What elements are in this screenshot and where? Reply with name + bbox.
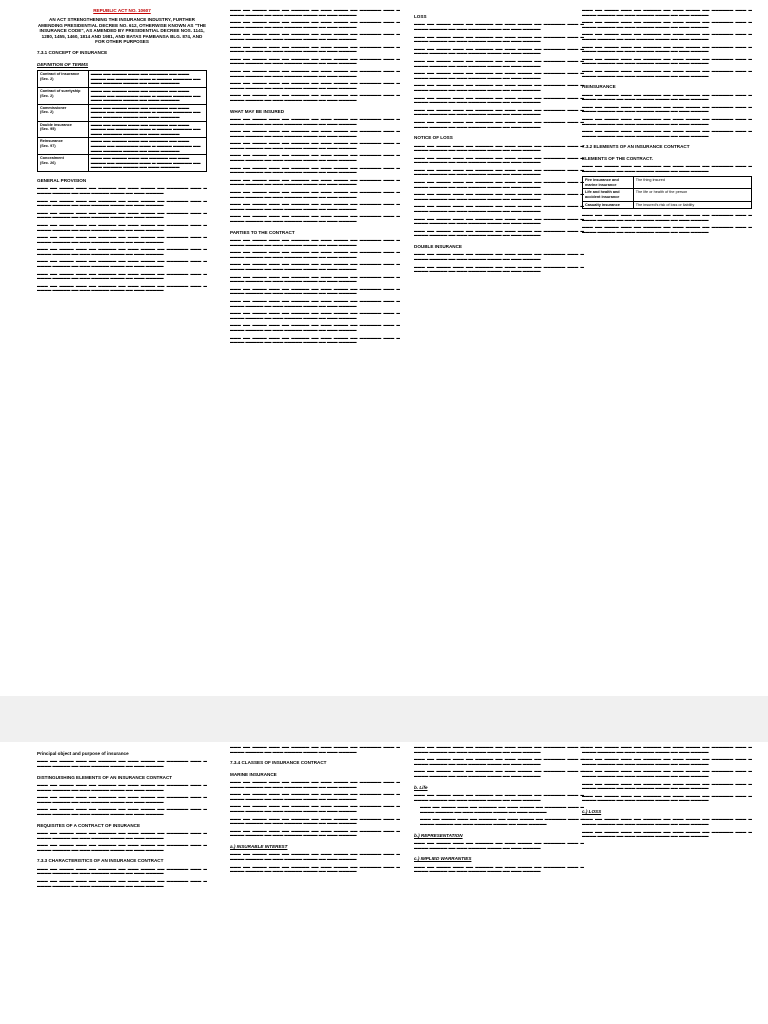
body-paragraph: ▬▬▬ ▬▬ ▬▬▬▬ ▬▬▬ ▬▬ ▬▬▬▬▬ ▬▬ ▬▬▬ ▬▬▬▬ ▬▬ ▬▬▬▬▬▬ ▬▬▬ ▬ ▬▬▬▬ ▬▬▬▬▬ ▬▬ ▬▬▬ ▬▬▬▬▬ ▬▬▬▬ ▬▬ ▬▬▬ ▬▬▬▬▬: [414, 252, 584, 261]
column-1: [37, 745, 207, 891]
notice-of-loss-heading: NOTICE OF LOSS: [414, 135, 453, 141]
body-paragraph: ▬▬▬ ▬▬ ▬▬▬▬ ▬▬▬ ▬▬ ▬▬▬▬▬ ▬▬ ▬▬▬ ▬▬▬▬ ▬▬ ▬▬▬▬▬▬ ▬▬▬ ▬ ▬▬▬▬ ▬▬▬▬▬ ▬▬ ▬▬▬ ▬▬▬▬▬ ▬▬▬▬ ▬▬ ▬▬▬ ▬▬▬▬▬: [414, 757, 584, 766]
table-row: [583, 201, 752, 209]
table-row: [38, 138, 207, 155]
body-paragraph: ▬▬▬ ▬▬ ▬▬▬▬ ▬▬▬ ▬▬ ▬▬▬▬▬ ▬▬ ▬▬▬ ▬▬▬▬ ▬▬ ▬▬▬▬▬▬ ▬▬▬ ▬ ▬▬▬▬ ▬▬▬▬▬ ▬▬ ▬▬▬ ▬▬▬▬▬ ▬▬▬▬ ▬▬ ▬▬▬ ▬▬▬▬▬: [582, 793, 752, 803]
body-paragraph: ▬▬▬ ▬▬ ▬▬▬▬ ▬▬▬ ▬▬ ▬▬▬▬▬ ▬▬ ▬▬▬ ▬▬▬▬ ▬▬ ▬▬▬▬▬▬ ▬▬▬ ▬ ▬▬▬▬ ▬▬▬▬▬ ▬▬ ▬▬▬ ▬▬▬▬▬ ▬▬▬▬ ▬▬ ▬▬▬ ▬▬▬▬▬: [230, 56, 400, 66]
body-paragraph: ▬▬▬ ▬▬ ▬▬▬▬ ▬▬▬ ▬▬ ▬▬▬▬▬ ▬▬ ▬▬▬ ▬▬▬▬ ▬▬ ▬▬▬▬▬▬ ▬▬▬ ▬ ▬▬▬▬ ▬▬▬▬▬ ▬▬ ▬▬▬ ▬▬▬▬▬ ▬▬▬▬ ▬▬ ▬▬▬ ▬▬▬▬▬: [37, 247, 207, 256]
body-paragraph: ▬▬▬ ▬▬ ▬▬▬▬ ▬▬▬ ▬▬ ▬▬▬▬▬ ▬▬ ▬▬▬ ▬▬▬▬ ▬▬ ▬▬▬▬▬▬ ▬▬▬ ▬ ▬▬▬▬ ▬▬▬▬▬ ▬▬ ▬▬▬ ▬▬▬▬▬ ▬▬▬▬ ▬▬ ▬▬▬ ▬▬▬▬▬: [582, 20, 752, 29]
body-paragraph: ▬▬▬ ▬▬ ▬▬▬▬ ▬▬▬ ▬▬ ▬▬▬▬▬ ▬▬ ▬▬▬ ▬▬▬▬ ▬▬ ▬▬▬▬▬▬ ▬▬▬ ▬ ▬▬▬▬ ▬▬▬▬▬ ▬▬ ▬▬▬ ▬▬▬▬▬ ▬▬▬▬ ▬▬ ▬▬▬ ▬▬▬▬▬: [230, 286, 400, 296]
bullet-item: ▬▬▬ ▬▬ ▬▬▬▬ ▬▬▬ ▬▬ ▬▬▬▬▬ ▬▬ ▬▬▬ ▬▬▬▬ ▬▬ ▬▬▬▬▬▬ ▬▬▬ ▬ ▬▬▬▬ ▬▬▬▬▬ ▬▬ ▬▬▬ ▬▬▬▬▬ ▬▬▬▬ ▬▬ ▬▬▬ ▬▬▬▬▬: [420, 817, 584, 826]
body-paragraph: ▬▬▬ ▬▬ ▬▬▬▬ ▬▬▬ ▬▬ ▬▬▬▬▬ ▬▬ ▬▬▬ ▬▬▬▬ ▬▬ ▬▬▬▬▬▬ ▬▬▬ ▬ ▬▬▬▬ ▬▬▬▬▬ ▬▬ ▬▬▬ ▬▬▬▬▬ ▬▬▬▬ ▬▬ ▬▬▬ ▬▬▬▬▬: [230, 274, 400, 284]
definitions-table: [37, 70, 207, 172]
body-paragraph: ▬▬▬ ▬▬ ▬▬▬▬ ▬▬▬ ▬▬ ▬▬▬▬▬ ▬▬ ▬▬▬ ▬▬▬▬ ▬▬ ▬▬▬▬▬▬ ▬▬▬ ▬ ▬▬▬▬ ▬▬▬▬▬ ▬▬ ▬▬▬ ▬▬▬▬▬ ▬▬▬▬ ▬▬ ▬▬▬ ▬▬▬▬▬: [414, 34, 584, 44]
body-paragraph: ▬▬▬ ▬▬ ▬▬▬▬ ▬▬▬ ▬▬ ▬▬▬▬▬ ▬▬ ▬▬▬ ▬▬▬▬ ▬▬ ▬▬▬▬▬▬ ▬▬▬ ▬ ▬▬▬▬ ▬▬▬▬▬ ▬▬ ▬▬▬ ▬▬▬▬▬ ▬▬▬▬ ▬▬ ▬▬▬ ▬▬▬▬▬: [414, 119, 584, 129]
term-cell: Contract of insurance (Sec. 2): [38, 71, 89, 88]
body-paragraph: ▬▬▬ ▬▬ ▬▬▬▬ ▬▬▬ ▬▬ ▬▬▬▬▬ ▬▬ ▬▬▬ ▬▬▬▬ ▬▬ ▬▬▬▬▬▬ ▬▬▬ ▬ ▬▬▬▬ ▬▬▬▬▬ ▬▬ ▬▬▬ ▬▬▬▬▬ ▬▬▬▬ ▬▬ ▬▬▬ ▬▬▬▬▬: [230, 165, 400, 175]
body-paragraph: ▬▬▬ ▬▬ ▬▬▬▬ ▬▬▬ ▬▬ ▬▬▬▬▬ ▬▬ ▬▬▬ ▬▬▬▬ ▬▬ ▬▬▬▬▬▬ ▬▬▬ ▬ ▬▬▬▬ ▬▬▬▬▬ ▬▬ ▬▬▬ ▬▬▬▬▬ ▬▬▬▬ ▬▬ ▬▬▬ ▬▬▬▬▬: [582, 8, 752, 17]
body-paragraph: ▬▬▬ ▬▬ ▬▬▬▬ ▬▬▬ ▬▬ ▬▬▬▬▬ ▬▬ ▬▬▬ ▬▬▬▬ ▬▬ ▬▬▬▬▬▬ ▬▬▬ ▬ ▬▬▬▬ ▬▬▬▬▬ ▬▬ ▬▬▬ ▬▬▬▬▬ ▬▬▬▬ ▬▬ ▬▬▬ ▬▬▬▬▬: [37, 283, 207, 293]
elements-heading: 7.3.2 ELEMENTS OF AN INSURANCE CONTRACT: [582, 144, 690, 150]
body-paragraph: ▬▬▬ ▬▬ ▬▬▬▬ ▬▬▬ ▬▬ ▬▬▬▬▬ ▬▬ ▬▬▬ ▬▬▬▬ ▬▬ ▬▬▬▬▬▬ ▬▬▬ ▬ ▬▬▬▬ ▬▬▬▬▬ ▬▬ ▬▬▬ ▬▬▬▬▬ ▬▬▬▬ ▬▬ ▬▬▬ ▬▬▬▬▬: [582, 781, 752, 791]
body-paragraph: ▬▬▬ ▬▬ ▬▬▬▬ ▬▬▬ ▬▬ ▬▬▬▬▬ ▬▬ ▬▬▬ ▬▬▬▬ ▬▬ ▬▬▬▬▬▬ ▬▬▬ ▬ ▬▬▬▬ ▬▬▬▬▬ ▬▬ ▬▬▬ ▬▬▬▬▬ ▬▬▬▬ ▬▬ ▬▬▬ ▬▬▬▬▬: [414, 107, 584, 117]
body-paragraph: ▬▬▬ ▬▬ ▬▬▬▬ ▬▬▬ ▬▬ ▬▬▬▬▬ ▬▬ ▬▬▬ ▬▬▬▬ ▬▬ ▬▬▬▬▬▬ ▬▬▬ ▬ ▬▬▬▬ ▬▬▬▬▬ ▬▬ ▬▬▬ ▬▬▬▬▬ ▬▬▬▬ ▬▬ ▬▬▬ ▬▬▬▬▬: [230, 864, 400, 874]
insurable-interest-heading: a.) INSURABLE INTEREST: [230, 843, 288, 849]
body-paragraph: ▬▬▬ ▬▬ ▬▬▬▬ ▬▬▬ ▬▬ ▬▬▬▬▬ ▬▬ ▬▬▬ ▬▬▬▬ ▬▬ ▬▬▬▬▬▬ ▬▬▬ ▬ ▬▬▬▬ ▬▬▬▬▬ ▬▬ ▬▬▬ ▬▬▬▬▬ ▬▬▬▬ ▬▬ ▬▬▬ ▬▬▬▬▬: [582, 829, 752, 839]
body-paragraph: ▬▬▬ ▬▬ ▬▬▬▬ ▬▬▬ ▬▬ ▬▬▬▬▬ ▬▬ ▬▬▬ ▬▬▬▬ ▬▬ ▬▬▬▬▬▬ ▬▬▬ ▬ ▬▬▬▬ ▬▬▬▬▬ ▬▬ ▬▬▬ ▬▬▬▬▬ ▬▬▬▬ ▬▬ ▬▬▬ ▬▬▬▬▬: [230, 32, 400, 41]
body-paragraph: ▬▬▬ ▬▬ ▬▬▬▬ ▬▬▬ ▬▬ ▬▬▬▬▬ ▬▬ ▬▬▬ ▬▬▬▬ ▬▬ ▬▬▬▬▬▬ ▬▬▬ ▬ ▬▬▬▬ ▬▬▬▬▬ ▬▬ ▬▬▬ ▬▬▬▬▬ ▬▬▬▬ ▬▬ ▬▬▬ ▬▬▬▬▬: [230, 20, 400, 29]
body-paragraph: ▬▬▬ ▬▬ ▬▬▬▬ ▬▬▬ ▬▬ ▬▬▬▬▬ ▬▬ ▬▬▬ ▬▬▬▬ ▬▬ ▬▬▬▬▬▬ ▬▬▬ ▬ ▬▬▬▬ ▬▬▬▬▬ ▬▬ ▬▬▬ ▬▬▬▬▬ ▬▬▬▬ ▬▬ ▬▬▬ ▬▬▬▬▬: [37, 843, 207, 852]
term-cell: Contract of suretyship (Sec. 2): [38, 88, 89, 105]
column-2: [230, 8, 400, 348]
term-cell: Reinsurance (Sec. 97): [38, 138, 89, 155]
page-separator: [0, 696, 768, 742]
body-paragraph: ▬▬▬ ▬▬ ▬▬▬▬ ▬▬▬ ▬▬ ▬▬▬▬▬ ▬▬ ▬▬▬ ▬▬▬▬ ▬▬ ▬▬▬▬▬▬ ▬▬▬ ▬ ▬▬▬▬ ▬▬▬▬▬ ▬▬ ▬▬▬ ▬▬▬▬▬ ▬▬▬▬ ▬▬ ▬▬▬ ▬▬▬▬▬: [582, 44, 752, 54]
representation-heading: b.) REPRESENTATION: [414, 832, 463, 838]
double-insurance-heading: DOUBLE INSURANCE: [414, 244, 462, 249]
table-row: [38, 71, 207, 88]
body-paragraph: ▬▬▬ ▬▬ ▬▬▬▬ ▬▬▬ ▬▬ ▬▬▬▬▬ ▬▬ ▬▬▬ ▬▬▬▬ ▬▬ ▬▬▬▬▬▬ ▬▬▬ ▬ ▬▬▬▬ ▬▬▬▬▬ ▬▬ ▬▬▬ ▬▬▬▬▬ ▬▬▬▬ ▬▬ ▬▬▬ ▬▬▬▬▬: [230, 81, 400, 90]
body-paragraph: ▬▬▬ ▬▬ ▬▬▬▬ ▬▬▬ ▬▬ ▬▬▬▬▬ ▬▬ ▬▬▬ ▬▬▬▬ ▬▬ ▬▬▬▬▬▬ ▬▬▬ ▬ ▬▬▬▬ ▬▬▬▬▬ ▬▬ ▬▬▬ ▬▬▬▬▬ ▬▬▬▬ ▬▬ ▬▬▬ ▬▬▬▬▬: [230, 93, 400, 102]
subject-matter-cell: The life or health of the person: [633, 189, 751, 201]
act-title: AN ACT STRENGTHENING THE INSURANCE INDUSTRY, FURTHER AMENDING PRESIDENTIAL DECREE NO. 612, OTHERWISE KNOWN AS "THE INSURANCE CODE", AS AMENDED BY PRESIDENTIAL DECREE NOS. 1141, 1280, 1455, 1460, 1814 AND 1981, AND BATAS PAMBANSA BLG. 874, AND FOR OTHER PURPOSES: [37, 17, 207, 45]
definition-cell: ▬▬▬ ▬▬ ▬▬▬▬ ▬▬▬ ▬▬ ▬▬▬▬▬ ▬▬ ▬▬▬ ▬▬▬▬ ▬▬ ▬▬▬▬▬▬ ▬▬▬ ▬ ▬▬▬▬ ▬▬▬▬▬ ▬▬ ▬▬▬ ▬▬▬▬▬ ▬▬▬▬ ▬▬ ▬▬▬ ▬▬▬▬▬: [88, 138, 206, 155]
body-paragraph: ▬▬▬ ▬▬ ▬▬▬▬ ▬▬▬ ▬▬ ▬▬▬▬▬ ▬▬ ▬▬▬ ▬▬▬▬ ▬▬ ▬▬▬▬▬▬ ▬▬▬ ▬ ▬▬▬▬ ▬▬▬▬▬ ▬▬ ▬▬▬ ▬▬▬▬▬ ▬▬▬▬ ▬▬ ▬▬▬ ▬▬▬▬▬: [230, 745, 400, 754]
insurance-type-cell: Fire insurance and marine insurance: [583, 177, 634, 189]
body-paragraph: ▬▬▬ ▬▬ ▬▬▬▬ ▬▬▬ ▬▬ ▬▬▬▬▬ ▬▬ ▬▬▬ ▬▬▬▬ ▬▬ ▬▬▬▬▬▬ ▬▬▬ ▬ ▬▬▬▬ ▬▬▬▬▬ ▬▬ ▬▬▬ ▬▬▬▬▬ ▬▬▬▬ ▬▬ ▬▬▬ ▬▬▬▬▬: [230, 238, 400, 247]
body-paragraph: ▬▬▬ ▬▬ ▬▬▬▬ ▬▬▬ ▬▬ ▬▬▬▬▬ ▬▬ ▬▬▬ ▬▬▬▬ ▬▬ ▬▬▬▬▬▬ ▬▬▬ ▬ ▬▬▬▬ ▬▬▬▬▬ ▬▬ ▬▬▬ ▬▬▬▬▬ ▬▬▬▬ ▬▬ ▬▬▬ ▬▬▬▬▬: [582, 757, 752, 766]
body-paragraph: ▬▬▬ ▬▬ ▬▬▬▬ ▬▬▬ ▬▬ ▬▬▬▬▬ ▬▬ ▬▬▬ ▬▬▬▬ ▬▬ ▬▬▬▬▬▬ ▬▬▬ ▬ ▬▬▬▬ ▬▬▬▬▬ ▬▬ ▬▬▬ ▬▬▬▬▬ ▬▬▬▬ ▬▬ ▬▬▬ ▬▬▬▬▬: [582, 116, 752, 126]
body-paragraph: ▬▬▬ ▬▬ ▬▬▬▬ ▬▬▬ ▬▬ ▬▬▬▬▬ ▬▬ ▬▬▬ ▬▬▬▬ ▬▬ ▬▬▬▬▬▬ ▬▬▬ ▬ ▬▬▬▬ ▬▬▬▬▬ ▬▬ ▬▬▬ ▬▬▬▬▬ ▬▬▬▬ ▬▬ ▬▬▬ ▬▬▬▬▬: [230, 816, 400, 826]
body-paragraph: ▬▬▬ ▬▬ ▬▬▬▬ ▬▬▬ ▬▬ ▬▬▬▬▬ ▬▬ ▬▬▬ ▬▬▬▬ ▬▬ ▬▬▬▬▬▬ ▬▬▬ ▬ ▬▬▬▬ ▬▬▬▬▬ ▬▬ ▬▬▬ ▬▬▬▬▬ ▬▬▬▬ ▬▬ ▬▬▬ ▬▬▬▬▬: [37, 210, 207, 220]
table-row: [583, 189, 752, 201]
principal-object-heading: Principal object and purpose of insurance: [37, 751, 129, 756]
column-3: [414, 745, 584, 877]
body-paragraph: ▬▬▬ ▬▬ ▬▬▬▬ ▬▬▬ ▬▬ ▬▬▬▬▬ ▬▬ ▬▬▬ ▬▬▬▬ ▬▬ ▬▬▬▬▬▬ ▬▬▬ ▬ ▬▬▬▬ ▬▬▬▬▬ ▬▬ ▬▬▬ ▬▬▬▬▬ ▬▬▬▬ ▬▬ ▬▬▬ ▬▬▬▬▬: [37, 222, 207, 232]
column-4: [582, 745, 752, 842]
body-paragraph: ▬▬▬ ▬▬ ▬▬▬▬ ▬▬▬ ▬▬ ▬▬▬▬▬ ▬▬ ▬▬▬ ▬▬▬▬ ▬▬ ▬▬▬▬▬▬ ▬▬▬ ▬ ▬▬▬▬ ▬▬▬▬▬ ▬▬ ▬▬▬ ▬▬▬▬▬ ▬▬▬▬ ▬▬ ▬▬▬ ▬▬▬▬▬: [230, 262, 400, 271]
body-paragraph: ▬▬▬ ▬▬ ▬▬▬▬ ▬▬▬ ▬▬ ▬▬▬▬▬ ▬▬ ▬▬▬ ▬▬▬▬ ▬▬ ▬▬▬▬▬▬ ▬▬▬ ▬ ▬▬▬▬ ▬▬▬▬▬ ▬▬ ▬▬▬ ▬▬▬▬▬ ▬▬▬▬ ▬▬ ▬▬▬ ▬▬▬▬▬: [230, 68, 400, 78]
body-paragraph: ▬▬▬ ▬▬ ▬▬▬▬ ▬▬▬ ▬▬ ▬▬▬▬▬ ▬▬ ▬▬▬ ▬▬▬▬ ▬▬ ▬▬▬▬▬▬ ▬▬▬ ▬ ▬▬▬▬ ▬▬▬▬▬ ▬▬ ▬▬▬ ▬▬▬▬▬ ▬▬▬▬ ▬▬ ▬▬▬ ▬▬▬▬▬: [37, 866, 207, 876]
body-paragraph: ▬▬▬ ▬▬ ▬▬▬▬ ▬▬▬ ▬▬ ▬▬▬▬▬ ▬▬ ▬▬▬ ▬▬▬▬ ▬▬ ▬▬▬▬▬▬ ▬▬▬ ▬ ▬▬▬▬ ▬▬▬▬▬ ▬▬ ▬▬▬ ▬▬▬▬▬ ▬▬▬▬ ▬▬ ▬▬▬ ▬▬▬▬▬: [414, 840, 584, 850]
body-paragraph: ▬▬▬ ▬▬ ▬▬▬▬ ▬▬▬ ▬▬ ▬▬▬▬▬ ▬▬ ▬▬▬ ▬▬▬▬ ▬▬ ▬▬▬▬▬▬ ▬▬▬ ▬ ▬▬▬▬ ▬▬▬▬▬ ▬▬ ▬▬▬ ▬▬▬▬▬ ▬▬▬▬ ▬▬ ▬▬▬ ▬▬▬▬▬: [37, 271, 207, 281]
body-paragraph: ▬▬▬ ▬▬ ▬▬▬▬ ▬▬▬ ▬▬ ▬▬▬▬▬ ▬▬ ▬▬▬ ▬▬▬▬ ▬▬ ▬▬▬▬▬▬ ▬▬▬ ▬ ▬▬▬▬ ▬▬▬▬▬ ▬▬ ▬▬▬ ▬▬▬▬▬ ▬▬▬▬ ▬▬ ▬▬▬ ▬▬▬▬▬: [37, 783, 207, 792]
elements-of-contract-heading: ELEMENTS OF THE CONTRACT.: [582, 155, 653, 161]
document-page-2: [0, 742, 768, 1024]
table-row: [38, 104, 207, 121]
term-cell: Concealment (Sec. 26): [38, 155, 89, 172]
body-paragraph: ▬▬▬ ▬▬ ▬▬▬▬ ▬▬▬ ▬▬ ▬▬▬▬▬ ▬▬ ▬▬▬ ▬▬▬▬ ▬▬ ▬▬▬▬▬▬ ▬▬▬ ▬ ▬▬▬▬ ▬▬▬▬▬ ▬▬ ▬▬▬ ▬▬▬▬▬ ▬▬▬▬ ▬▬ ▬▬▬ ▬▬▬▬▬: [582, 32, 752, 41]
body-paragraph: ▬▬▬ ▬▬ ▬▬▬▬ ▬▬▬ ▬▬ ▬▬▬▬▬ ▬▬ ▬▬▬ ▬▬▬▬ ▬▬ ▬▬▬▬▬▬ ▬▬▬ ▬ ▬▬▬▬ ▬▬▬▬▬ ▬▬ ▬▬▬ ▬▬▬▬▬ ▬▬▬▬ ▬▬ ▬▬▬ ▬▬▬▬▬: [582, 745, 752, 754]
body-paragraph: ▬▬▬ ▬▬ ▬▬▬▬ ▬▬▬ ▬▬ ▬▬▬▬▬ ▬▬ ▬▬▬ ▬▬▬▬ ▬▬ ▬▬▬▬▬▬ ▬▬▬ ▬ ▬▬▬▬ ▬▬▬▬▬ ▬▬ ▬▬▬ ▬▬▬▬▬ ▬▬▬▬ ▬▬ ▬▬▬ ▬▬▬▬▬: [230, 129, 400, 138]
body-paragraph: ▬▬▬ ▬▬ ▬▬▬▬ ▬▬▬ ▬▬ ▬▬▬▬▬ ▬▬ ▬▬▬ ▬▬▬▬ ▬▬ ▬▬▬▬▬▬ ▬▬▬ ▬ ▬▬▬▬ ▬▬▬▬▬ ▬▬ ▬▬▬ ▬▬▬▬▬ ▬▬▬▬ ▬▬ ▬▬▬ ▬▬▬▬▬: [414, 95, 584, 105]
body-paragraph: ▬▬▬ ▬▬ ▬▬▬▬ ▬▬▬ ▬▬ ▬▬▬▬▬ ▬▬ ▬▬▬ ▬▬▬▬ ▬▬ ▬▬▬▬▬▬ ▬▬▬ ▬ ▬▬▬▬ ▬▬▬▬▬ ▬▬ ▬▬▬ ▬▬▬▬▬ ▬▬▬▬ ▬▬ ▬▬▬ ▬▬▬▬▬: [414, 769, 584, 778]
body-paragraph: ▬▬▬ ▬▬ ▬▬▬▬ ▬▬▬ ▬▬ ▬▬▬▬▬ ▬▬ ▬▬▬ ▬▬▬▬ ▬▬ ▬▬▬▬▬▬ ▬▬▬ ▬ ▬▬▬▬ ▬▬▬▬▬ ▬▬ ▬▬▬ ▬▬▬▬▬ ▬▬▬▬ ▬▬ ▬▬▬ ▬▬▬▬▬: [582, 129, 752, 138]
body-paragraph: ▬▬▬ ▬▬ ▬▬▬▬ ▬▬▬ ▬▬ ▬▬▬▬▬ ▬▬ ▬▬▬ ▬▬▬▬ ▬▬ ▬▬▬▬▬▬ ▬▬▬ ▬ ▬▬▬▬ ▬▬▬▬▬ ▬▬ ▬▬▬ ▬▬▬▬▬ ▬▬▬▬ ▬▬ ▬▬▬ ▬▬▬▬▬: [230, 780, 400, 789]
body-paragraph: ▬▬▬ ▬▬ ▬▬▬▬ ▬▬▬ ▬▬ ▬▬▬▬▬ ▬▬ ▬▬▬ ▬▬▬▬ ▬▬ ▬▬▬▬▬▬ ▬▬▬ ▬ ▬▬▬▬ ▬▬▬▬▬ ▬▬ ▬▬▬ ▬▬▬▬▬ ▬▬▬▬ ▬▬ ▬▬▬ ▬▬▬▬▬: [414, 745, 584, 754]
parties-to-contract-heading: PARTIES TO THE CONTRACT: [230, 229, 295, 235]
characteristics-heading: 7.3.3 CHARACTERISTICS OF AN INSURANCE CONTRACT: [37, 858, 164, 864]
body-paragraph: ▬▬▬ ▬▬ ▬▬▬▬ ▬▬▬ ▬▬ ▬▬▬▬▬ ▬▬ ▬▬▬ ▬▬▬▬ ▬▬ ▬▬▬▬▬▬ ▬▬▬ ▬ ▬▬▬▬ ▬▬▬▬▬ ▬▬ ▬▬▬ ▬▬▬▬▬ ▬▬▬▬ ▬▬ ▬▬▬ ▬▬▬▬▬: [230, 335, 400, 345]
body-paragraph: ▬▬▬ ▬▬ ▬▬▬▬ ▬▬▬ ▬▬ ▬▬▬▬▬ ▬▬ ▬▬▬ ▬▬▬▬ ▬▬ ▬▬▬▬▬▬ ▬▬▬ ▬ ▬▬▬▬ ▬▬▬▬▬ ▬▬ ▬▬▬ ▬▬▬▬▬ ▬▬▬▬ ▬▬ ▬▬▬ ▬▬▬▬▬: [230, 311, 400, 320]
body-paragraph: ▬▬▬ ▬▬ ▬▬▬▬ ▬▬▬ ▬▬ ▬▬▬▬▬ ▬▬ ▬▬▬ ▬▬▬▬ ▬▬ ▬▬▬▬▬▬ ▬▬▬ ▬ ▬▬▬▬ ▬▬▬▬▬ ▬▬ ▬▬▬ ▬▬▬▬▬ ▬▬▬▬ ▬▬ ▬▬▬ ▬▬▬▬▬: [414, 155, 584, 165]
table-row: [583, 177, 752, 189]
column-3: [414, 8, 584, 277]
body-paragraph: ▬▬▬ ▬▬ ▬▬▬▬ ▬▬▬ ▬▬ ▬▬▬▬▬ ▬▬ ▬▬▬ ▬▬▬▬ ▬▬ ▬▬▬▬▬▬ ▬▬▬ ▬ ▬▬▬▬ ▬▬▬▬▬ ▬▬ ▬▬▬ ▬▬▬▬▬ ▬▬▬▬ ▬▬ ▬▬▬ ▬▬▬▬▬: [414, 143, 584, 153]
table-row: [38, 155, 207, 172]
body-paragraph: ▬▬▬ ▬▬ ▬▬▬▬ ▬▬▬ ▬▬ ▬▬▬▬▬ ▬▬ ▬▬▬ ▬▬▬▬ ▬▬ ▬▬▬▬▬▬ ▬▬▬ ▬ ▬▬▬▬ ▬▬▬▬▬ ▬▬ ▬▬▬ ▬▬▬▬▬ ▬▬▬▬ ▬▬ ▬▬▬ ▬▬▬▬▬: [414, 71, 584, 80]
body-paragraph: ▬▬▬ ▬▬ ▬▬▬▬ ▬▬▬ ▬▬ ▬▬▬▬▬ ▬▬ ▬▬▬ ▬▬▬▬ ▬▬ ▬▬▬▬▬▬ ▬▬▬ ▬ ▬▬▬▬ ▬▬▬▬▬ ▬▬ ▬▬▬ ▬▬▬▬▬ ▬▬▬▬ ▬▬ ▬▬▬ ▬▬▬▬▬: [37, 186, 207, 195]
body-paragraph: ▬▬▬ ▬▬ ▬▬▬▬ ▬▬▬ ▬▬ ▬▬▬▬▬ ▬▬ ▬▬▬ ▬▬▬▬ ▬▬ ▬▬▬▬▬▬ ▬▬▬ ▬ ▬▬▬▬ ▬▬▬▬▬ ▬▬ ▬▬▬ ▬▬▬▬▬ ▬▬▬▬ ▬▬ ▬▬▬ ▬▬▬▬▬: [414, 58, 584, 68]
body-paragraph: ▬▬▬ ▬▬ ▬▬▬▬ ▬▬▬ ▬▬ ▬▬▬▬▬ ▬▬ ▬▬▬ ▬▬▬▬ ▬▬ ▬▬▬▬▬▬ ▬▬▬ ▬ ▬▬▬▬ ▬▬▬▬▬ ▬▬ ▬▬▬ ▬▬▬▬▬ ▬▬▬▬ ▬▬ ▬▬▬ ▬▬▬▬▬: [230, 792, 400, 801]
body-paragraph: ▬▬▬ ▬▬ ▬▬▬▬ ▬▬▬ ▬▬ ▬▬▬▬▬ ▬▬ ▬▬▬ ▬▬▬▬ ▬▬ ▬▬▬▬▬▬ ▬▬▬ ▬ ▬▬▬▬ ▬▬▬▬▬ ▬▬ ▬▬▬ ▬▬▬▬▬ ▬▬▬▬ ▬▬ ▬▬▬ ▬▬▬▬▬: [414, 22, 584, 31]
body-paragraph: ▬▬▬ ▬▬ ▬▬▬▬ ▬▬▬ ▬▬ ▬▬▬▬▬ ▬▬ ▬▬▬ ▬▬▬▬ ▬▬ ▬▬▬▬▬▬ ▬▬▬ ▬ ▬▬▬▬ ▬▬▬▬▬ ▬▬ ▬▬▬ ▬▬▬▬▬ ▬▬▬▬ ▬▬ ▬▬▬ ▬▬▬▬▬: [414, 192, 584, 201]
body-paragraph: ▬▬▬ ▬▬ ▬▬▬▬ ▬▬▬ ▬▬ ▬▬▬▬▬ ▬▬ ▬▬▬ ▬▬▬▬ ▬▬ ▬▬▬▬▬▬ ▬▬▬ ▬ ▬▬▬▬ ▬▬▬▬▬ ▬▬ ▬▬▬ ▬▬▬▬▬ ▬▬▬▬ ▬▬ ▬▬▬ ▬▬▬▬▬: [414, 83, 584, 92]
column-4: [582, 8, 752, 238]
subject-matter-cell: The insured's risk of loss or liability: [633, 201, 751, 209]
definition-cell: ▬▬▬ ▬▬ ▬▬▬▬ ▬▬▬ ▬▬ ▬▬▬▬▬ ▬▬ ▬▬▬ ▬▬▬▬ ▬▬ ▬▬▬▬▬▬ ▬▬▬ ▬ ▬▬▬▬ ▬▬▬▬▬ ▬▬ ▬▬▬ ▬▬▬▬▬ ▬▬▬▬ ▬▬ ▬▬▬ ▬▬▬▬▬: [88, 88, 206, 105]
body-paragraph: ▬▬▬ ▬▬ ▬▬▬▬ ▬▬▬ ▬▬ ▬▬▬▬▬ ▬▬ ▬▬▬ ▬▬▬▬ ▬▬ ▬▬▬▬▬▬ ▬▬▬ ▬ ▬▬▬▬ ▬▬▬▬▬ ▬▬ ▬▬▬ ▬▬▬▬▬ ▬▬▬▬ ▬▬ ▬▬▬ ▬▬▬▬▬: [230, 852, 400, 861]
body-paragraph: ▬▬▬ ▬▬ ▬▬▬▬ ▬▬▬ ▬▬ ▬▬▬▬▬ ▬▬ ▬▬▬ ▬▬▬▬ ▬▬ ▬▬▬▬▬▬ ▬▬▬ ▬ ▬▬▬▬ ▬▬▬▬▬ ▬▬ ▬▬▬ ▬▬▬▬▬ ▬▬▬▬ ▬▬ ▬▬▬ ▬▬▬▬▬: [414, 167, 584, 177]
body-paragraph: ▬▬▬ ▬▬ ▬▬▬▬ ▬▬▬ ▬▬ ▬▬▬▬▬ ▬▬ ▬▬▬ ▬▬▬▬ ▬▬ ▬▬▬▬▬▬ ▬▬▬ ▬ ▬▬▬▬ ▬▬▬▬▬ ▬▬ ▬▬▬ ▬▬▬▬▬ ▬▬▬▬ ▬▬ ▬▬▬ ▬▬▬▬▬: [230, 153, 400, 163]
body-paragraph: ▬▬▬ ▬▬ ▬▬▬▬ ▬▬▬ ▬▬ ▬▬▬▬▬ ▬▬ ▬▬▬ ▬▬▬▬ ▬▬ ▬▬▬▬▬▬ ▬▬▬ ▬ ▬▬▬▬ ▬▬▬▬▬ ▬▬ ▬▬▬ ▬▬▬▬▬ ▬▬▬▬ ▬▬ ▬▬▬ ▬▬▬▬▬: [582, 68, 752, 78]
term-cell: Commissioner (Sec. 2): [38, 104, 89, 121]
insurance-type-cell: Life and health and accident insurance: [583, 189, 634, 201]
definitions-heading: DEFINITION OF TERMS: [37, 61, 89, 67]
body-paragraph: ▬▬▬ ▬▬ ▬▬▬▬ ▬▬▬ ▬▬ ▬▬▬▬▬ ▬▬ ▬▬▬ ▬▬▬▬ ▬▬ ▬▬▬▬▬▬ ▬▬▬ ▬ ▬▬▬▬ ▬▬▬▬▬ ▬▬ ▬▬▬ ▬▬▬▬▬ ▬▬▬▬ ▬▬ ▬▬▬ ▬▬▬▬▬: [414, 46, 584, 56]
body-paragraph: ▬▬▬ ▬▬ ▬▬▬▬ ▬▬▬ ▬▬ ▬▬▬▬▬ ▬▬ ▬▬▬ ▬▬▬▬ ▬▬ ▬▬▬▬▬▬ ▬▬▬ ▬ ▬▬▬▬ ▬▬▬▬▬ ▬▬ ▬▬▬ ▬▬▬▬▬ ▬▬▬▬ ▬▬ ▬▬▬ ▬▬▬▬▬: [582, 213, 752, 222]
body-paragraph: ▬▬▬ ▬▬ ▬▬▬▬ ▬▬▬ ▬▬ ▬▬▬▬▬ ▬▬ ▬▬▬ ▬▬▬▬ ▬▬ ▬▬▬▬▬▬ ▬▬▬ ▬ ▬▬▬▬ ▬▬▬▬▬ ▬▬ ▬▬▬ ▬▬▬▬▬ ▬▬▬▬ ▬▬ ▬▬▬ ▬▬▬▬▬: [230, 116, 400, 126]
body-paragraph: ▬▬▬ ▬▬ ▬▬▬▬ ▬▬▬ ▬▬ ▬▬▬▬▬ ▬▬ ▬▬▬ ▬▬▬▬ ▬▬ ▬▬▬▬▬▬ ▬▬▬ ▬ ▬▬▬▬ ▬▬▬▬▬ ▬▬ ▬▬▬ ▬▬▬▬▬ ▬▬▬▬ ▬▬ ▬▬▬ ▬▬▬▬▬: [582, 225, 752, 235]
body-paragraph: ▬▬▬ ▬▬ ▬▬▬▬ ▬▬▬ ▬▬ ▬▬▬▬▬ ▬▬ ▬▬▬ ▬▬▬▬ ▬▬ ▬▬▬▬▬▬ ▬▬▬ ▬ ▬▬▬▬ ▬▬▬▬▬ ▬▬ ▬▬▬ ▬▬▬▬▬ ▬▬▬▬ ▬▬ ▬▬▬ ▬▬▬▬▬: [582, 817, 752, 826]
body-paragraph: ▬▬▬ ▬▬ ▬▬▬▬ ▬▬▬ ▬▬ ▬▬▬▬▬ ▬▬ ▬▬▬ ▬▬▬▬ ▬▬ ▬▬▬▬▬▬ ▬▬▬ ▬ ▬▬▬▬ ▬▬▬▬▬ ▬▬ ▬▬▬ ▬▬▬▬▬ ▬▬▬▬ ▬▬ ▬▬▬ ▬▬▬▬▬: [37, 807, 207, 816]
distinguishing-elements-heading: DISTINGUISHING ELEMENTS OF AN INSURANCE CONTRACT: [37, 774, 173, 780]
body-paragraph: ▬▬▬ ▬▬ ▬▬▬▬ ▬▬▬ ▬▬ ▬▬▬▬▬ ▬▬ ▬▬▬ ▬▬▬▬ ▬▬ ▬▬▬▬▬▬ ▬▬▬ ▬ ▬▬▬▬ ▬▬▬▬▬ ▬▬ ▬▬▬ ▬▬▬▬▬ ▬▬▬▬ ▬▬ ▬▬▬ ▬▬▬▬▬: [37, 830, 207, 840]
loss-heading: LOSS: [414, 14, 427, 19]
what-may-be-insured-heading: WHAT MAY BE INSURED: [230, 108, 285, 114]
body-paragraph: ▬▬▬ ▬▬ ▬▬▬▬ ▬▬▬ ▬▬ ▬▬▬▬▬ ▬▬ ▬▬▬ ▬▬▬▬ ▬▬ ▬▬▬▬▬▬ ▬▬▬ ▬ ▬▬▬▬ ▬▬▬▬▬ ▬▬ ▬▬▬ ▬▬▬▬▬ ▬▬▬▬ ▬▬ ▬▬▬ ▬▬▬▬▬: [37, 759, 207, 768]
bullet-item: ▬▬▬ ▬▬ ▬▬▬▬ ▬▬▬ ▬▬ ▬▬▬▬▬ ▬▬ ▬▬▬ ▬▬▬▬ ▬▬ ▬▬▬▬▬▬ ▬▬▬ ▬ ▬▬▬▬ ▬▬▬▬▬ ▬▬ ▬▬▬ ▬▬▬▬▬ ▬▬▬▬ ▬▬ ▬▬▬ ▬▬▬▬▬: [420, 805, 584, 814]
body-paragraph: ▬▬▬ ▬▬ ▬▬▬▬ ▬▬▬ ▬▬ ▬▬▬▬▬ ▬▬ ▬▬▬ ▬▬▬▬ ▬▬ ▬▬▬▬▬▬ ▬▬▬ ▬ ▬▬▬▬ ▬▬▬▬▬ ▬▬ ▬▬▬ ▬▬▬▬▬ ▬▬▬▬ ▬▬ ▬▬▬ ▬▬▬▬▬: [230, 8, 400, 17]
column-2: [230, 745, 400, 877]
body-paragraph: ▬▬▬ ▬▬ ▬▬▬▬ ▬▬▬ ▬▬ ▬▬▬▬▬ ▬▬ ▬▬▬ ▬▬▬▬ ▬▬ ▬▬▬▬▬▬ ▬▬▬ ▬ ▬▬▬▬ ▬▬▬▬▬ ▬▬ ▬▬▬ ▬▬▬▬▬ ▬▬▬▬ ▬▬ ▬▬▬ ▬▬▬▬▬: [230, 214, 400, 223]
republic-act-number: REPUBLIC ACT NO. 10607: [93, 8, 151, 13]
body-paragraph: ▬▬▬ ▬▬ ▬▬▬▬ ▬▬▬ ▬▬ ▬▬▬▬▬ ▬▬ ▬▬▬ ▬▬▬▬ ▬▬ ▬▬▬▬▬▬ ▬▬▬ ▬ ▬▬▬▬ ▬▬▬▬▬ ▬▬ ▬▬▬ ▬▬▬▬▬ ▬▬▬▬ ▬▬ ▬▬▬ ▬▬▬▬▬: [582, 769, 752, 778]
body-paragraph: ▬▬▬ ▬▬ ▬▬▬▬ ▬▬▬ ▬▬ ▬▬▬▬▬ ▬▬ ▬▬▬ ▬▬▬▬ ▬▬ ▬▬▬▬▬▬ ▬▬▬ ▬ ▬▬▬▬ ▬▬▬▬▬ ▬▬ ▬▬▬ ▬▬▬▬▬ ▬▬▬▬ ▬▬ ▬▬▬ ▬▬▬▬▬: [230, 804, 400, 813]
insurance-type-cell: Casualty insurance: [583, 201, 634, 209]
body-paragraph: ▬▬▬ ▬▬ ▬▬▬▬ ▬▬▬ ▬▬ ▬▬▬▬▬ ▬▬ ▬▬▬ ▬▬▬▬ ▬▬ ▬▬▬▬▬▬ ▬▬▬ ▬ ▬▬▬▬ ▬▬▬▬▬ ▬▬ ▬▬▬ ▬▬▬▬▬ ▬▬▬▬ ▬▬ ▬▬▬ ▬▬▬▬▬: [414, 180, 584, 189]
column-1: [37, 8, 207, 296]
body-paragraph: ▬▬▬ ▬▬ ▬▬▬▬ ▬▬▬ ▬▬ ▬▬▬▬▬ ▬▬ ▬▬▬ ▬▬▬▬ ▬▬ ▬▬▬▬▬▬ ▬▬▬ ▬ ▬▬▬▬ ▬▬▬▬▬ ▬▬ ▬▬▬ ▬▬▬▬▬ ▬▬▬▬ ▬▬ ▬▬▬ ▬▬▬▬▬: [230, 190, 400, 199]
subject-matter-table: [582, 176, 752, 209]
body-paragraph: ▬▬▬ ▬▬ ▬▬▬▬ ▬▬▬ ▬▬ ▬▬▬▬▬ ▬▬ ▬▬▬ ▬▬▬▬ ▬▬ ▬▬▬▬▬▬ ▬▬▬ ▬ ▬▬▬▬ ▬▬▬▬▬ ▬▬ ▬▬▬ ▬▬▬▬▬ ▬▬▬▬ ▬▬ ▬▬▬ ▬▬▬▬▬: [414, 228, 584, 238]
body-paragraph: ▬▬▬ ▬▬ ▬▬▬▬ ▬▬▬ ▬▬ ▬▬▬▬▬ ▬▬ ▬▬▬ ▬▬▬▬ ▬▬ ▬▬▬▬▬▬ ▬▬▬ ▬ ▬▬▬▬ ▬▬▬▬▬ ▬▬ ▬▬▬ ▬▬▬▬▬ ▬▬▬▬ ▬▬ ▬▬▬ ▬▬▬▬▬: [414, 264, 584, 274]
body-paragraph: ▬▬▬ ▬▬ ▬▬▬▬ ▬▬▬ ▬▬ ▬▬▬▬▬ ▬▬ ▬▬▬ ▬▬▬▬ ▬▬ ▬▬▬▬▬▬ ▬▬▬ ▬ ▬▬▬▬ ▬▬▬▬▬ ▬▬ ▬▬▬ ▬▬▬▬▬ ▬▬▬▬ ▬▬ ▬▬▬ ▬▬▬▬▬: [414, 204, 584, 214]
definition-cell: ▬▬▬ ▬▬ ▬▬▬▬ ▬▬▬ ▬▬ ▬▬▬▬▬ ▬▬ ▬▬▬ ▬▬▬▬ ▬▬ ▬▬▬▬▬▬ ▬▬▬ ▬ ▬▬▬▬ ▬▬▬▬▬ ▬▬ ▬▬▬ ▬▬▬▬▬ ▬▬▬▬ ▬▬ ▬▬▬ ▬▬▬▬▬: [88, 71, 206, 88]
body-paragraph: ▬▬▬ ▬▬ ▬▬▬▬ ▬▬▬ ▬▬ ▬▬▬▬▬ ▬▬ ▬▬▬ ▬▬▬▬ ▬▬ ▬▬▬▬▬▬ ▬▬▬ ▬ ▬▬▬▬ ▬▬▬▬▬ ▬▬ ▬▬▬ ▬▬▬▬▬ ▬▬▬▬ ▬▬ ▬▬▬ ▬▬▬▬▬: [414, 864, 584, 874]
body-paragraph: ▬▬▬ ▬▬ ▬▬▬▬ ▬▬▬ ▬▬ ▬▬▬▬▬ ▬▬ ▬▬▬ ▬▬▬▬ ▬▬ ▬▬▬▬▬▬ ▬▬▬ ▬ ▬▬▬▬ ▬▬▬▬▬ ▬▬ ▬▬▬ ▬▬▬▬▬ ▬▬▬▬ ▬▬ ▬▬▬ ▬▬▬▬▬: [230, 177, 400, 187]
body-paragraph: ▬▬▬ ▬▬ ▬▬▬▬ ▬▬▬ ▬▬ ▬▬▬▬▬ ▬▬ ▬▬▬ ▬▬▬▬ ▬▬ ▬▬▬▬▬▬ ▬▬▬ ▬ ▬▬▬▬ ▬▬▬▬▬ ▬▬ ▬▬▬ ▬▬▬▬▬ ▬▬▬▬ ▬▬ ▬▬▬ ▬▬▬▬▬: [582, 92, 752, 102]
definition-cell: ▬▬▬ ▬▬ ▬▬▬▬ ▬▬▬ ▬▬ ▬▬▬▬▬ ▬▬ ▬▬▬ ▬▬▬▬ ▬▬ ▬▬▬▬▬▬ ▬▬▬ ▬ ▬▬▬▬ ▬▬▬▬▬ ▬▬ ▬▬▬ ▬▬▬▬▬ ▬▬▬▬ ▬▬ ▬▬▬ ▬▬▬▬▬: [88, 104, 206, 121]
definition-cell: ▬▬▬ ▬▬ ▬▬▬▬ ▬▬▬ ▬▬ ▬▬▬▬▬ ▬▬ ▬▬▬ ▬▬▬▬ ▬▬ ▬▬▬▬▬▬ ▬▬▬ ▬ ▬▬▬▬ ▬▬▬▬▬ ▬▬ ▬▬▬ ▬▬▬▬▬ ▬▬▬▬ ▬▬ ▬▬▬ ▬▬▬▬▬: [88, 121, 206, 138]
table-row: [38, 121, 207, 138]
implied-warranties-heading: c.) IMPLIED WARRANTIES: [414, 856, 472, 862]
table-row: [38, 88, 207, 105]
reinsurance-heading: REINSURANCE: [582, 84, 616, 90]
life-heading: b. Life: [414, 784, 428, 790]
body-paragraph: ▬▬▬ ▬▬ ▬▬▬▬ ▬▬▬ ▬▬ ▬▬▬▬▬ ▬▬ ▬▬▬ ▬▬▬▬ ▬▬ ▬▬▬▬▬▬ ▬▬▬ ▬ ▬▬▬▬ ▬▬▬▬▬ ▬▬ ▬▬▬ ▬▬▬▬▬ ▬▬▬▬ ▬▬ ▬▬▬ ▬▬▬▬▬: [37, 235, 207, 244]
body-paragraph: ▬▬▬ ▬▬ ▬▬▬▬ ▬▬▬ ▬▬ ▬▬▬▬▬ ▬▬ ▬▬▬ ▬▬▬▬ ▬▬ ▬▬▬▬▬▬ ▬▬▬ ▬ ▬▬▬▬ ▬▬▬▬▬ ▬▬ ▬▬▬ ▬▬▬▬▬ ▬▬▬▬ ▬▬ ▬▬▬ ▬▬▬▬▬: [230, 828, 400, 838]
subject-matter-cell: The thing insured: [633, 177, 751, 189]
body-paragraph: ▬▬▬ ▬▬ ▬▬▬▬ ▬▬▬ ▬▬ ▬▬▬▬▬ ▬▬ ▬▬▬ ▬▬▬▬ ▬▬ ▬▬▬▬▬▬ ▬▬▬ ▬ ▬▬▬▬ ▬▬▬▬▬ ▬▬ ▬▬▬ ▬▬▬▬▬ ▬▬▬▬ ▬▬ ▬▬▬ ▬▬▬▬▬: [582, 104, 752, 114]
body-paragraph: ▬▬▬ ▬▬ ▬▬▬▬ ▬▬▬ ▬▬ ▬▬▬▬▬ ▬▬ ▬▬▬ ▬▬▬▬ ▬▬ ▬▬▬▬▬▬ ▬▬▬ ▬ ▬▬▬▬ ▬▬▬▬▬ ▬▬ ▬▬▬ ▬▬▬▬▬ ▬▬▬▬ ▬▬ ▬▬▬ ▬▬▬▬▬: [582, 56, 752, 66]
loss-heading: c.) LOSS: [582, 808, 602, 814]
section-heading: 7.3.1 CONCEPT OF INSURANCE: [37, 50, 108, 56]
body-paragraph: ▬▬▬ ▬▬ ▬▬▬▬ ▬▬▬ ▬▬ ▬▬▬▬▬ ▬▬ ▬▬▬ ▬▬▬▬ ▬▬ ▬▬▬▬▬▬ ▬▬▬ ▬ ▬▬▬▬ ▬▬▬▬▬ ▬▬ ▬▬▬ ▬▬▬▬▬ ▬▬▬▬ ▬▬ ▬▬▬ ▬▬▬▬▬: [230, 250, 400, 259]
body-paragraph: ▬▬▬ ▬▬ ▬▬▬▬ ▬▬▬ ▬▬ ▬▬▬▬▬ ▬▬ ▬▬▬ ▬▬▬▬ ▬▬ ▬▬▬▬▬▬ ▬▬▬ ▬ ▬▬▬▬ ▬▬▬▬▬ ▬▬ ▬▬▬ ▬▬▬▬▬ ▬▬▬▬ ▬▬ ▬▬▬ ▬▬▬▬▬: [230, 323, 400, 332]
body-paragraph: ▬▬▬ ▬▬ ▬▬▬▬ ▬▬▬ ▬▬ ▬▬▬▬▬ ▬▬ ▬▬▬ ▬▬▬▬ ▬▬ ▬▬▬▬▬▬ ▬▬▬ ▬ ▬▬▬▬ ▬▬▬▬▬ ▬▬ ▬▬▬ ▬▬▬▬▬ ▬▬▬▬ ▬▬ ▬▬▬ ▬▬▬▬▬: [414, 216, 584, 226]
body-paragraph: ▬▬▬ ▬▬ ▬▬▬▬ ▬▬▬ ▬▬ ▬▬▬▬▬ ▬▬ ▬▬▬ ▬▬▬▬ ▬▬ ▬▬▬▬▬▬ ▬▬▬ ▬ ▬▬▬▬ ▬▬▬▬▬ ▬▬ ▬▬▬ ▬▬▬▬▬ ▬▬▬▬ ▬▬ ▬▬▬ ▬▬▬▬▬: [37, 878, 207, 888]
body-paragraph: ▬▬▬ ▬▬ ▬▬▬▬ ▬▬▬ ▬▬ ▬▬▬▬▬ ▬▬ ▬▬▬ ▬▬▬▬ ▬▬ ▬▬▬▬▬▬ ▬▬▬ ▬ ▬▬▬▬ ▬▬▬▬▬ ▬▬ ▬▬▬ ▬▬▬▬▬ ▬▬▬▬ ▬▬ ▬▬▬ ▬▬▬▬▬: [230, 298, 400, 308]
term-cell: Double insurance (Sec. 95): [38, 121, 89, 138]
body-paragraph: ▬▬▬ ▬▬ ▬▬▬▬ ▬▬▬ ▬▬ ▬▬▬▬▬ ▬▬ ▬▬▬ ▬▬▬▬ ▬▬ ▬▬▬▬▬▬ ▬▬▬ ▬ ▬▬▬▬ ▬▬▬▬▬ ▬▬ ▬▬▬ ▬▬▬▬▬ ▬▬▬▬ ▬▬ ▬▬▬ ▬▬▬▬▬: [37, 198, 207, 208]
general-provision-heading: GENERAL PROVISION: [37, 177, 87, 183]
definition-cell: ▬▬▬ ▬▬ ▬▬▬▬ ▬▬▬ ▬▬ ▬▬▬▬▬ ▬▬ ▬▬▬ ▬▬▬▬ ▬▬ ▬▬▬▬▬▬ ▬▬▬ ▬ ▬▬▬▬ ▬▬▬▬▬ ▬▬ ▬▬▬ ▬▬▬▬▬ ▬▬▬▬ ▬▬ ▬▬▬ ▬▬▬▬▬: [88, 155, 206, 172]
requisites-heading: REQUISITES OF A CONTRACT OF INSURANCE: [37, 822, 141, 828]
body-paragraph: ▬▬▬ ▬▬ ▬▬▬▬ ▬▬▬ ▬▬ ▬▬▬▬▬ ▬▬ ▬▬▬ ▬▬▬▬ ▬▬ ▬▬▬▬▬▬ ▬▬▬ ▬ ▬▬▬▬ ▬▬▬▬▬ ▬▬ ▬▬▬ ▬▬▬▬▬ ▬▬▬▬ ▬▬ ▬▬▬ ▬▬▬▬▬: [230, 202, 400, 211]
classes-heading: 7.3.4 CLASSES OF INSURANCE CONTRACT: [230, 760, 327, 766]
body-paragraph: ▬▬▬ ▬▬ ▬▬▬▬ ▬▬▬ ▬▬ ▬▬▬▬▬ ▬▬ ▬▬▬ ▬▬▬▬ ▬▬ ▬▬▬▬▬▬ ▬▬▬ ▬ ▬▬▬▬ ▬▬▬▬▬ ▬▬ ▬▬▬ ▬▬▬▬▬ ▬▬▬▬ ▬▬ ▬▬▬ ▬▬▬▬▬: [414, 792, 584, 802]
marine-insurance-heading: MARINE INSURANCE: [230, 771, 277, 777]
body-paragraph: ▬▬▬ ▬▬ ▬▬▬▬ ▬▬▬ ▬▬ ▬▬▬▬▬ ▬▬ ▬▬▬ ▬▬▬▬ ▬▬ ▬▬▬▬▬▬ ▬▬▬ ▬ ▬▬▬▬ ▬▬▬▬▬ ▬▬ ▬▬▬ ▬▬▬▬▬ ▬▬▬▬ ▬▬ ▬▬▬ ▬▬▬▬▬: [37, 259, 207, 269]
body-paragraph: ▬▬▬ ▬▬ ▬▬▬▬ ▬▬▬ ▬▬ ▬▬▬▬▬ ▬▬ ▬▬▬ ▬▬▬▬ ▬▬ ▬▬▬▬▬▬ ▬▬▬ ▬ ▬▬▬▬ ▬▬▬▬▬ ▬▬ ▬▬▬ ▬▬▬▬▬ ▬▬▬▬ ▬▬ ▬▬▬ ▬▬▬▬▬: [582, 164, 752, 173]
body-paragraph: ▬▬▬ ▬▬ ▬▬▬▬ ▬▬▬ ▬▬ ▬▬▬▬▬ ▬▬ ▬▬▬ ▬▬▬▬ ▬▬ ▬▬▬▬▬▬ ▬▬▬ ▬ ▬▬▬▬ ▬▬▬▬▬ ▬▬ ▬▬▬ ▬▬▬▬▬ ▬▬▬▬ ▬▬ ▬▬▬ ▬▬▬▬▬: [230, 141, 400, 150]
body-paragraph: ▬▬▬ ▬▬ ▬▬▬▬ ▬▬▬ ▬▬ ▬▬▬▬▬ ▬▬ ▬▬▬ ▬▬▬▬ ▬▬ ▬▬▬▬▬▬ ▬▬▬ ▬ ▬▬▬▬ ▬▬▬▬▬ ▬▬ ▬▬▬ ▬▬▬▬▬ ▬▬▬▬ ▬▬ ▬▬▬ ▬▬▬▬▬: [230, 44, 400, 54]
body-paragraph: ▬▬▬ ▬▬ ▬▬▬▬ ▬▬▬ ▬▬ ▬▬▬▬▬ ▬▬ ▬▬▬ ▬▬▬▬ ▬▬ ▬▬▬▬▬▬ ▬▬▬ ▬ ▬▬▬▬ ▬▬▬▬▬ ▬▬ ▬▬▬ ▬▬▬▬▬ ▬▬▬▬ ▬▬ ▬▬▬ ▬▬▬▬▬: [37, 795, 207, 804]
